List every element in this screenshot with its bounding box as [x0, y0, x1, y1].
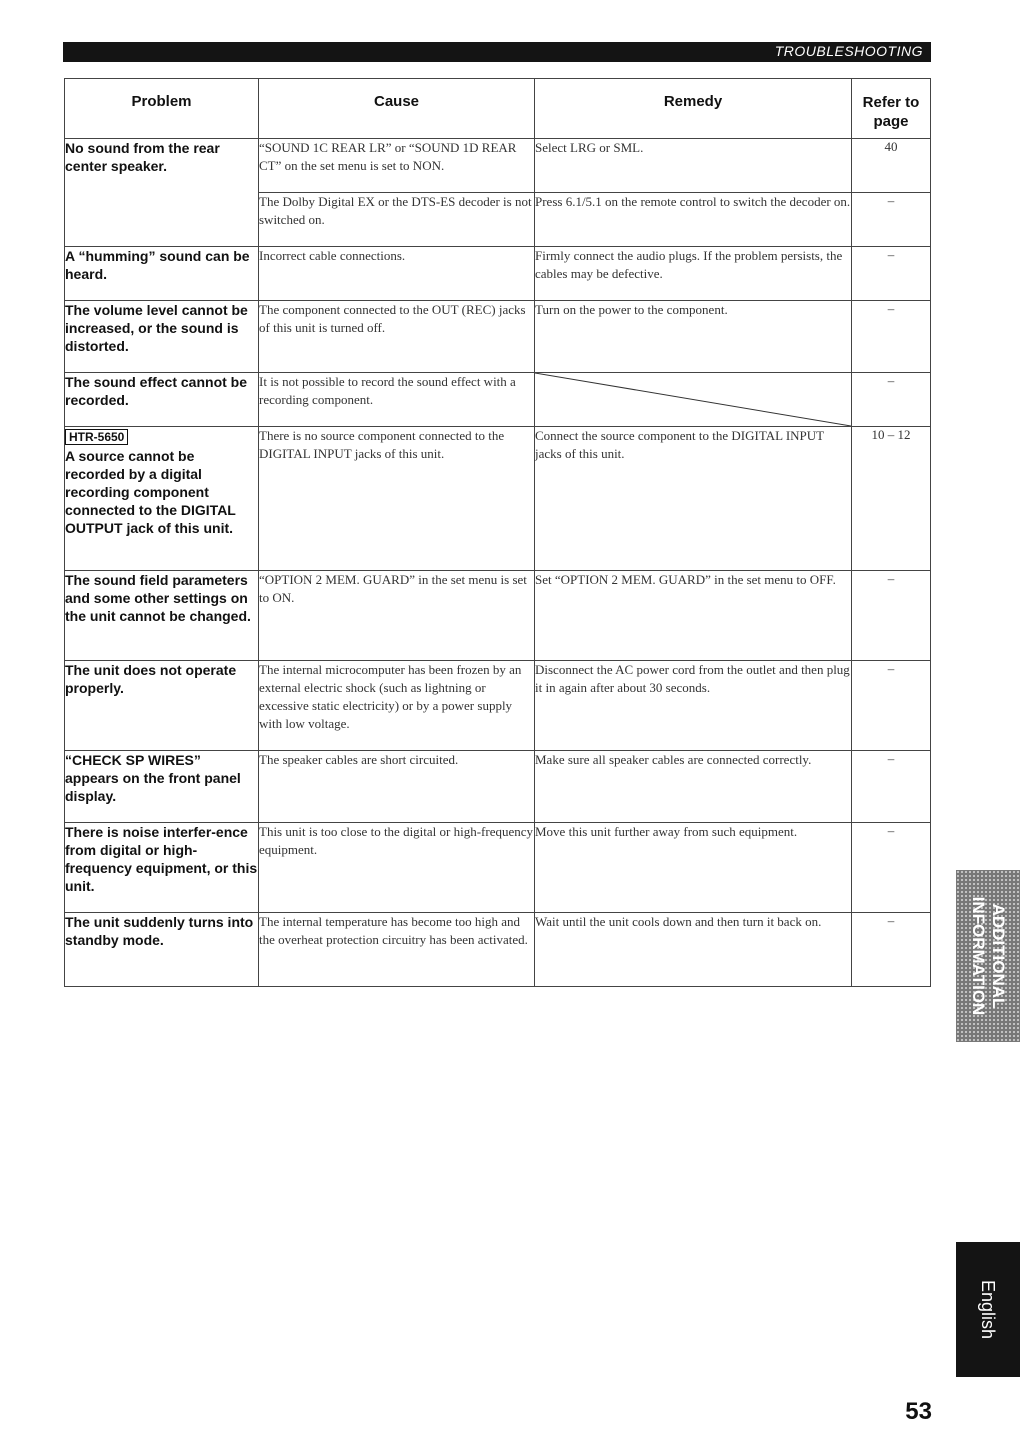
remedy-cell: Make sure all speaker cables are connected correctly.	[535, 751, 852, 823]
problem-cell: A “humming” sound can be heard.	[65, 247, 259, 301]
table-row	[65, 427, 931, 571]
additional-label-line2: INFORMATION	[969, 896, 988, 1016]
additional-information-label	[956, 870, 1020, 1042]
refer-cell: –	[852, 571, 931, 661]
problem-text: A source cannot be recorded by a digital recording component connected to the DIGITAL OUTPUT jack of this unit.	[65, 448, 236, 536]
problem-cell: The unit does not operate properly.	[65, 661, 259, 751]
table-header-row	[65, 79, 931, 139]
cause-cell: The speaker cables are short circuited.	[259, 751, 535, 823]
table-row	[65, 139, 931, 193]
remedy-cell: Set “OPTION 2 MEM. GUARD” in the set menu to OFF.	[535, 571, 852, 661]
table-row	[65, 913, 931, 987]
section-title: TROUBLESHOOTING	[774, 43, 923, 59]
table-row	[65, 751, 931, 823]
refer-cell: 40	[852, 139, 931, 193]
problem-cell: The sound effect cannot be recorded.	[65, 373, 259, 427]
refer-cell: –	[852, 373, 931, 427]
english-tab-label: English	[978, 1279, 999, 1340]
problem-header: Problem	[65, 79, 259, 139]
remedy-cell: Select LRG or SML.	[535, 139, 852, 193]
refer-cell: –	[852, 823, 931, 913]
remedy-header: Remedy	[535, 79, 852, 139]
remedy-cell: Connect the source component to the DIGITAL INPUT jacks of this unit.	[535, 427, 852, 571]
problem-cell: There is noise interfer-ence from digital or high-frequency equipment, or this unit.	[65, 823, 259, 913]
refer-cell: –	[852, 247, 931, 301]
cause-cell: It is not possible to record the sound effect with a recording component.	[259, 373, 535, 427]
refer-cell: –	[852, 913, 931, 987]
table-row	[65, 823, 931, 913]
cause-cell: The internal temperature has become too high and the overheat protection circuitry has been activated.	[259, 913, 535, 987]
cause-cell: The component connected to the OUT (REC) jacks of this unit is turned off.	[259, 301, 535, 373]
cause-cell: The internal microcomputer has been frozen by an external electric shock (such as lightning or excessive static electricity) or by a power supply with low voltage.	[259, 661, 535, 751]
cause-cell: This unit is too close to the digital or high-frequency equipment.	[259, 823, 535, 913]
refer-header: Refer to page	[852, 79, 931, 139]
problem-cell: “CHECK SP WIRES” appears on the front panel display.	[65, 751, 259, 823]
not-applicable-diagonal	[535, 373, 851, 426]
cause-cell: “OPTION 2 MEM. GUARD” in the set menu is set to ON.	[259, 571, 535, 661]
remedy-cell-empty	[535, 373, 852, 427]
problem-cell: The sound field parameters and some other settings on the unit cannot be changed.	[65, 571, 259, 661]
refer-cell: –	[852, 661, 931, 751]
problem-cell: No sound from the rear center speaker.	[65, 139, 259, 247]
cause-header: Cause	[259, 79, 535, 139]
cause-cell: The Dolby Digital EX or the DTS-ES decoder is not switched on.	[259, 193, 535, 247]
cause-cell: There is no source component connected to the DIGITAL INPUT jacks of this unit.	[259, 427, 535, 571]
remedy-cell: Wait until the unit cools down and then turn it back on.	[535, 913, 852, 987]
problem-cell: The volume level cannot be increased, or the sound is distorted.	[65, 301, 259, 373]
troubleshooting-table	[64, 78, 931, 987]
cause-cell: Incorrect cable connections.	[259, 247, 535, 301]
refer-cell: –	[852, 193, 931, 247]
refer-cell: 10 – 12	[852, 427, 931, 571]
remedy-cell: Turn on the power to the component.	[535, 301, 852, 373]
problem-cell: The unit suddenly turns into standby mode.	[65, 913, 259, 987]
english-tab	[956, 1242, 1020, 1377]
model-tag: HTR-5650	[65, 429, 128, 445]
page-number: 53	[905, 1398, 932, 1425]
refer-cell: –	[852, 301, 931, 373]
table-row	[65, 661, 931, 751]
table-row	[65, 571, 931, 661]
refer-cell: –	[852, 751, 931, 823]
additional-label-line1: ADDITIONAL	[989, 903, 1008, 1009]
remedy-cell: Move this unit further away from such equipment.	[535, 823, 852, 913]
remedy-cell: Disconnect the AC power cord from the outlet and then plug it in again after about 30 seconds.	[535, 661, 852, 751]
section-header-bar	[63, 42, 931, 62]
table-row	[65, 301, 931, 373]
problem-cell	[65, 427, 259, 571]
table-row	[65, 247, 931, 301]
remedy-cell: Firmly connect the audio plugs. If the problem persists, the cables may be defective.	[535, 247, 852, 301]
cause-cell: “SOUND 1C REAR LR” or “SOUND 1D REAR CT” on the set menu is set to NON.	[259, 139, 535, 193]
additional-information-tab	[956, 870, 1020, 1042]
remedy-cell: Press 6.1/5.1 on the remote control to switch the decoder on.	[535, 193, 852, 247]
table-row	[65, 373, 931, 427]
